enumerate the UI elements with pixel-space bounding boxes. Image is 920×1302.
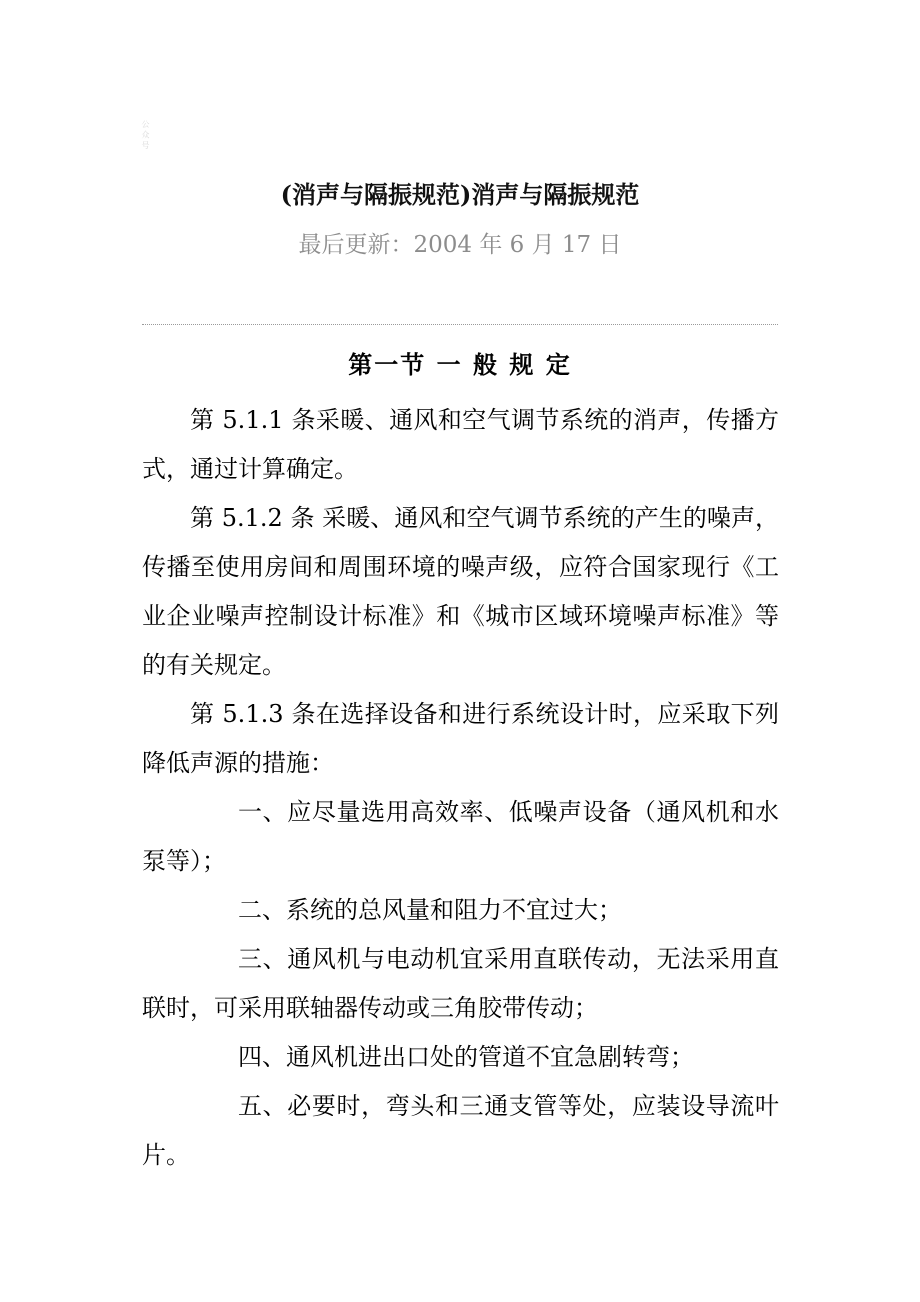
section-heading: 第一节 一 般 规 定 — [348, 350, 572, 379]
article-5-1-1: 第 5.1.1 条采暖、通风和空气调节系统的消声，传播方式，通过计算确定。 — [142, 406, 779, 483]
dotted-divider — [142, 324, 778, 325]
measure-item-5: 五、必要时，弯头和三通支管等处，应装设导流叶片。 — [142, 1092, 779, 1169]
document-title: (消声与隔振规范)消声与隔振规范 — [280, 180, 640, 209]
section-body — [142, 396, 779, 1180]
article-5-1-3: 第 5.1.3 条在选择设备和进行系统设计时，应采取下列降低声源的措施： — [142, 700, 779, 777]
measure-item-2: 二、系统的总风量和阻力不宜过大； — [238, 896, 622, 924]
watermark: 公 众 号 — [141, 120, 150, 150]
measure-item-3: 三、通风机与电动机宜采用直联传动，无法采用直联时，可采用联轴器传动或三角胶带传动； — [142, 945, 779, 1022]
last-updated-date: 最后更新：2004 年 6 月 17 日 — [298, 232, 622, 258]
measure-item-1: 一、应尽量选用高效率、低噪声设备（通风机和水泵等）； — [142, 798, 779, 875]
article-5-1-2: 第 5.1.2 条 采暖、通风和空气调节系统的产生的噪声，传播至使用房间和周围环境的噪声级，应符合国家现行《工业企业噪声控制设计标准》和《城市区域环境噪声标准》等的有关规定。 — [142, 504, 779, 679]
measure-item-4: 四、通风机进出口处的管道不宜急剧转弯； — [238, 1043, 694, 1071]
